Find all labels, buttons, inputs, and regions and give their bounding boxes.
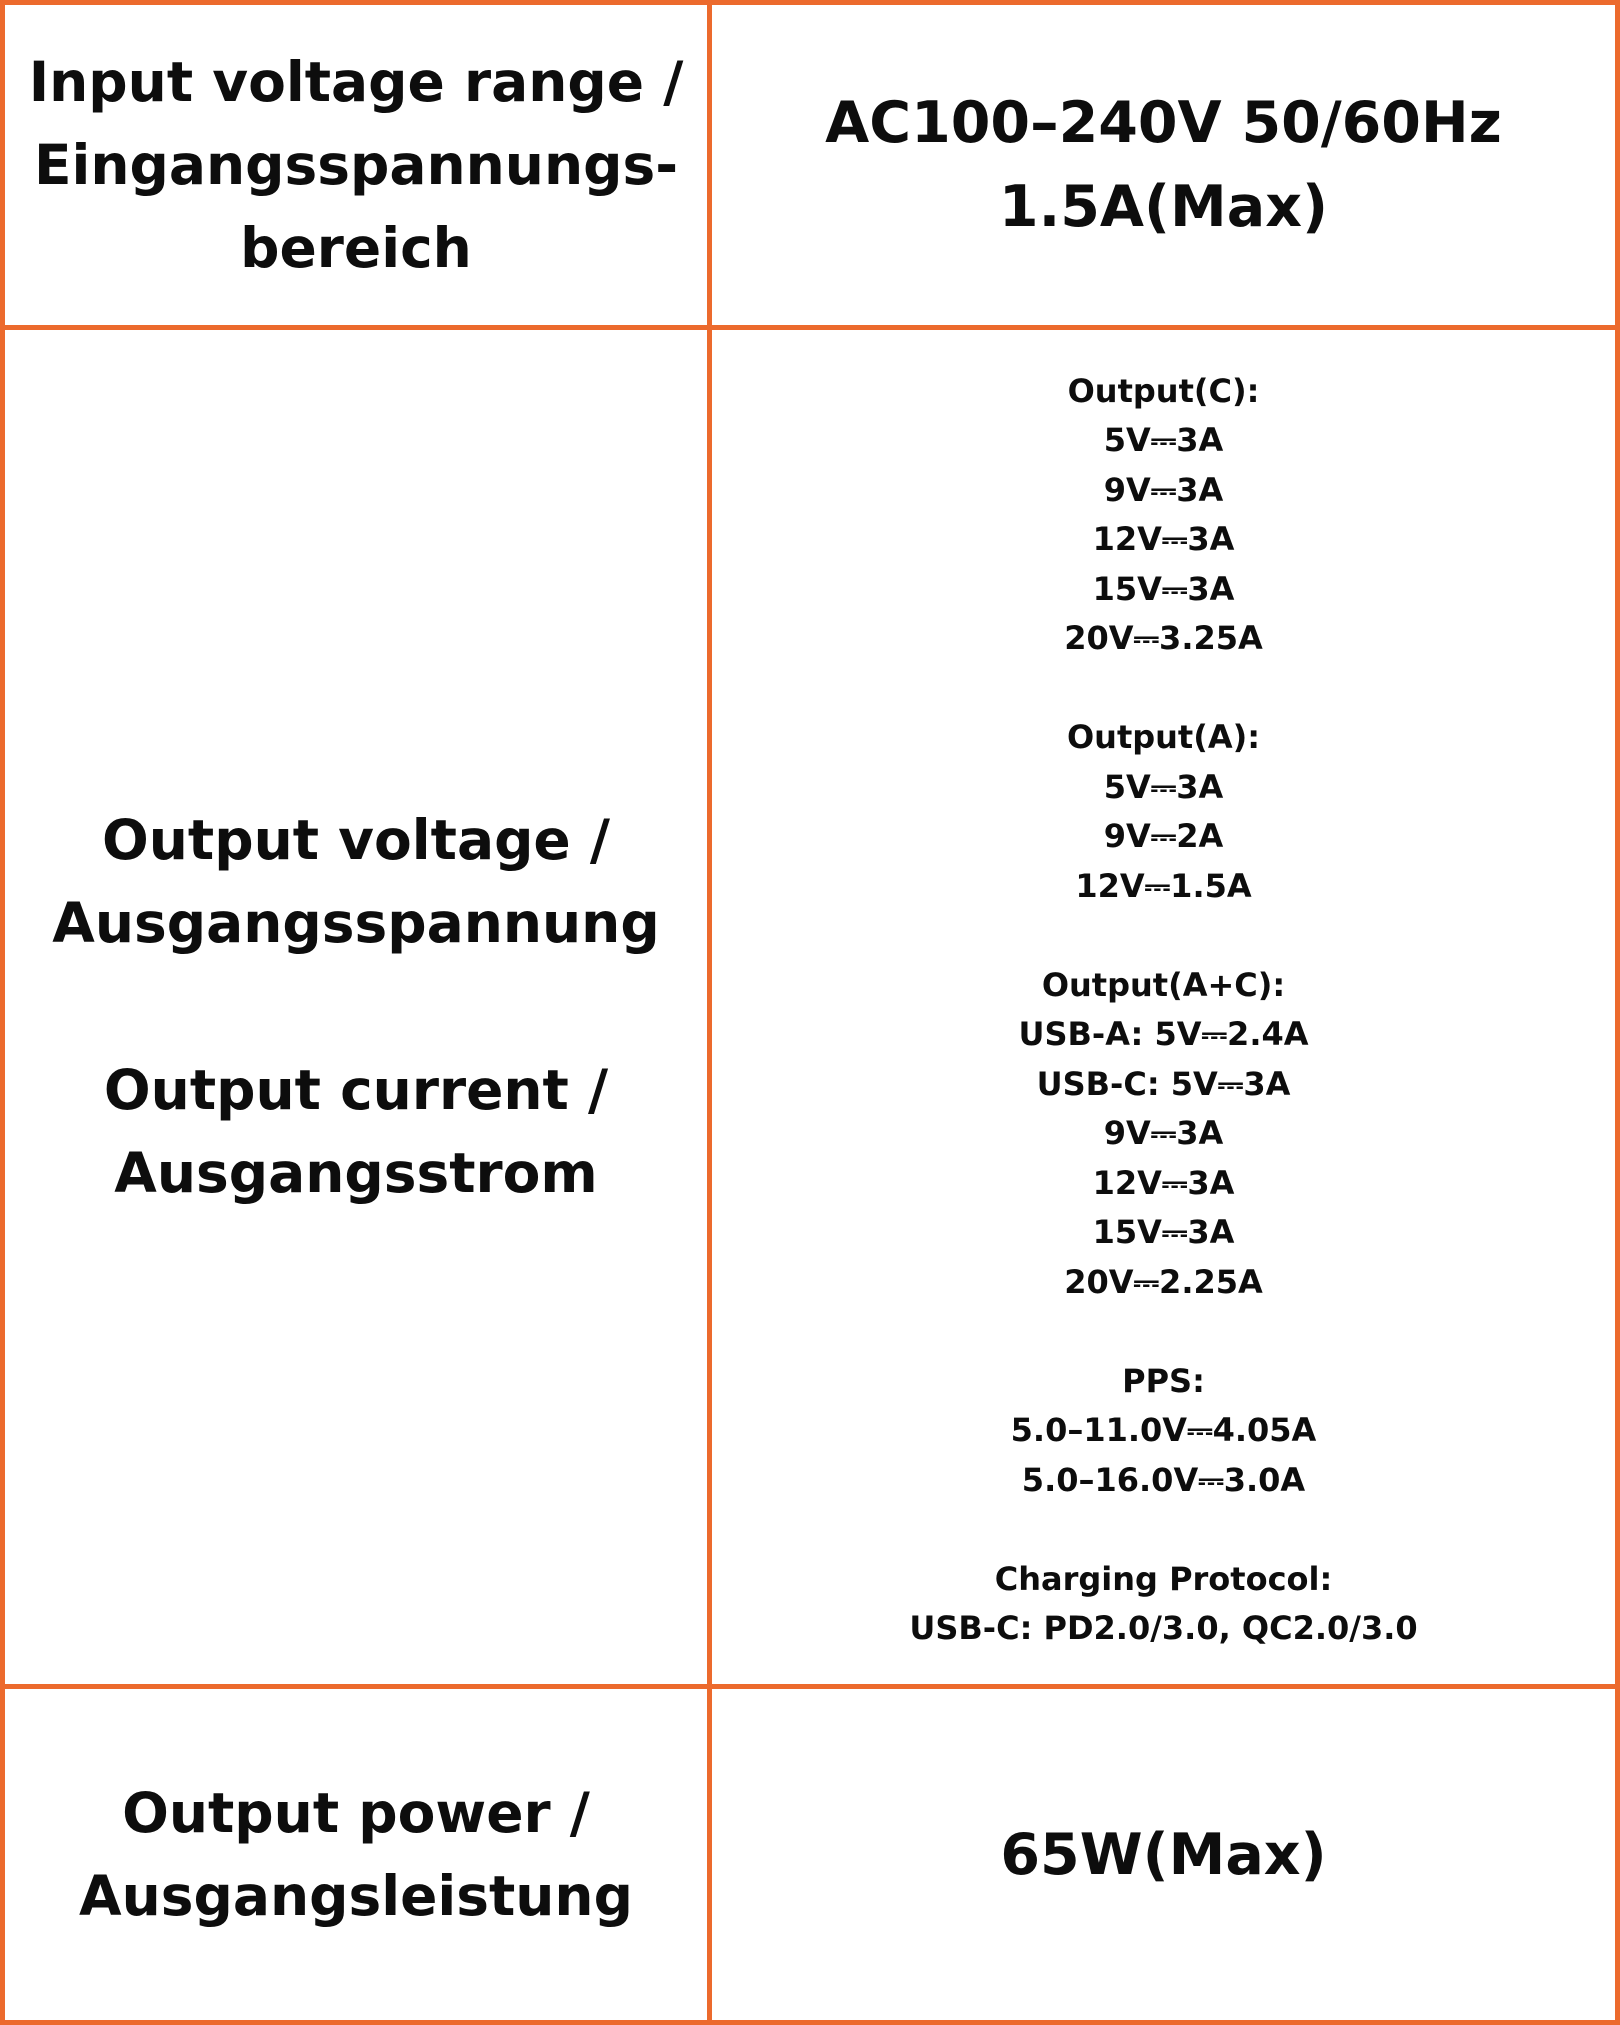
spec-line: 12V⎓1.5A [1075, 866, 1252, 905]
spec-group-heading: PPS: [1122, 1361, 1205, 1400]
output-voltage-label [52, 799, 659, 965]
spec-group-heading: Output(C): [1067, 371, 1260, 410]
spec-line: 12V⎓3A [1092, 520, 1235, 558]
input-voltage-label-line: bereich [240, 215, 472, 280]
output-power-label-line: Ausgangsleistung [79, 1863, 633, 1928]
spec-group-heading: Charging Protocol: [994, 1559, 1333, 1598]
input-voltage-label-cell [5, 5, 712, 330]
output-power-value: 65W(Max) [1000, 1821, 1327, 1888]
spec-line: 9V⎓3A [1103, 470, 1224, 509]
output-specs-cell [712, 330, 1615, 1689]
spec-line: 20V⎓3.25A [1064, 619, 1263, 657]
output-power-label [79, 1772, 633, 1938]
output-voltage-label-line: Output voltage / [102, 808, 610, 872]
input-voltage-value-line: 1.5A(Max) [998, 174, 1329, 240]
input-voltage-label-line: Eingangsspannungs- [33, 132, 679, 197]
spec-group-heading: Output(A+C): [1041, 965, 1286, 1004]
output-spec-list [909, 367, 1417, 1654]
spec-group-heading: Output(A): [1066, 718, 1261, 756]
spec-line: 15V⎓3A [1092, 1213, 1235, 1251]
spec-line: USB-A: 5V⎓2.4A [1018, 1015, 1309, 1053]
output-current-label [52, 1049, 659, 1215]
output-power-label-line: Output power / [122, 1780, 590, 1845]
spec-line: 5.0–11.0V⎓4.05A [1010, 1411, 1317, 1449]
spec-line: 20V⎓2.25A [1064, 1262, 1263, 1301]
spec-line: 9V⎓2A [1103, 817, 1224, 855]
spec-line: 5.0–16.0V⎓3.0A [1021, 1460, 1306, 1499]
input-voltage-label-line: Input voltage range / [28, 49, 684, 114]
input-voltage-value-cell [712, 5, 1615, 330]
output-power-value-cell [712, 1689, 1615, 2020]
spec-line: 15V⎓3A [1092, 569, 1235, 608]
spec-line: USB-C: PD2.0/3.0, QC2.0/3.0 [909, 1609, 1418, 1647]
spec-line: 12V⎓3A [1092, 1163, 1235, 1202]
output-power-label-cell [5, 1689, 712, 2020]
output-voltage-label-line: Ausgangsspannung [52, 891, 660, 955]
output-current-label-line: Output current / [103, 1058, 609, 1122]
output-label [52, 799, 659, 1215]
input-voltage-value [825, 81, 1502, 249]
input-voltage-value-line: AC100–240V 50/60Hz [825, 90, 1502, 156]
output-current-label-line: Ausgangsstrom [114, 1141, 598, 1205]
spec-line: USB-C: 5V⎓3A [1036, 1064, 1291, 1103]
spec-line: 9V⎓3A [1103, 1114, 1224, 1152]
output-label-cell [5, 330, 712, 1689]
spec-line: 5V⎓3A [1103, 767, 1224, 806]
label-spacer [52, 965, 659, 1049]
spec-line: 5V⎓3A [1103, 421, 1224, 459]
input-voltage-label [29, 41, 684, 290]
